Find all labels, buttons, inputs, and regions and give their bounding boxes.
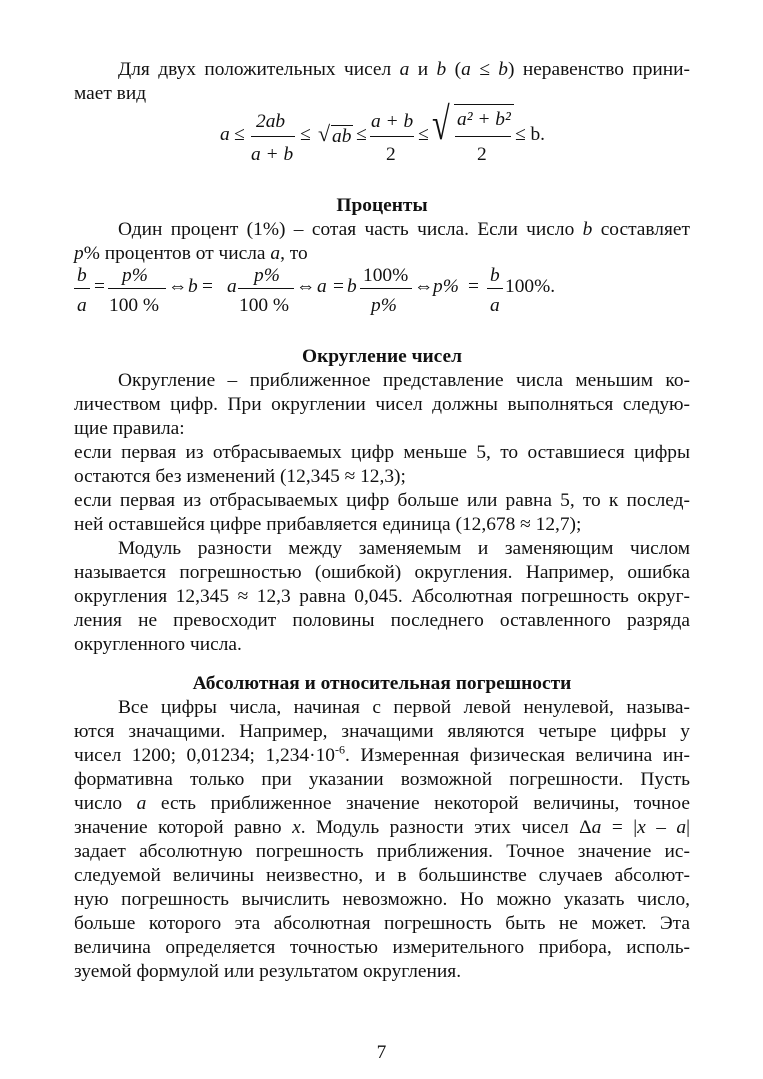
- section-heading-errors: Абсолютная и относительная погрешности: [192, 673, 572, 694]
- formula-le: ≤: [300, 124, 311, 145]
- section-heading-percent: Проценты: [336, 195, 428, 216]
- formula-le: ≤: [234, 124, 245, 145]
- paragraph-line: формативна только при указании возможной погрешности. Пусть: [74, 769, 690, 790]
- paragraph-line: остаются без изменений (12,345 ≈ 12,3);: [74, 466, 406, 487]
- formula-two: 2: [477, 144, 487, 165]
- formula-eq: =: [94, 276, 105, 297]
- formula-a2-plus-b2: a² + b²: [457, 109, 511, 130]
- page-number: 7: [376, 1042, 387, 1063]
- paragraph-line: следуемой величины неизвестно, и в большинстве случаев абсолют-: [74, 865, 690, 886]
- fraction-bar: [108, 288, 166, 289]
- formula-eq: =: [202, 276, 213, 297]
- formula-iff: ⇔: [296, 276, 316, 297]
- formula-eq: =: [468, 276, 479, 297]
- formula-b: b: [490, 265, 500, 286]
- formula-le: ≤: [418, 124, 429, 145]
- paragraph-line: ную погрешность вычислить невозможно. Но можно указать число,: [74, 889, 690, 910]
- paragraph-line: ются значащими. Например, значащими являются четыре цифры у: [74, 721, 690, 742]
- paragraph-line: ления не превосходит половины последнего оставленного разряда: [74, 610, 690, 631]
- paragraph-line: щие правила:: [74, 418, 185, 439]
- paragraph-line: округленного числа.: [74, 634, 242, 655]
- fraction-bar: [74, 288, 90, 289]
- formula-2ab: 2ab: [256, 111, 286, 132]
- paragraph-line: зуемой формулой или результатом округления.: [74, 961, 462, 982]
- paragraph-line: чисел 1200; 0,01234; $1,234\cdot 10^{-6}$. Измеренная физическая величина ин-: [74, 742, 690, 766]
- sqrt-icon: √: [432, 98, 450, 149]
- percent-line-1: Один процент (1%) – сотая часть числа. Если число b составляет: [118, 219, 690, 240]
- formula-iff: ⇔: [168, 276, 188, 297]
- paragraph-line: число a есть приближенное значение некоторой величины, точное: [74, 793, 690, 814]
- paragraph-line: если первая из отбрасываемых цифр меньше 5, то оставшиеся цифры: [74, 442, 690, 463]
- formula-iff: ⇔: [414, 276, 434, 297]
- paragraph-line: значение которой равно x. Модуль разности этих чисел Δa = |x – a|: [74, 817, 690, 838]
- formula-a: a: [227, 276, 237, 297]
- formula-p-percent: p%: [371, 295, 397, 316]
- formula-b: b: [77, 265, 87, 286]
- section-heading-rounding: Округление чисел: [301, 346, 463, 367]
- paragraph-line: Модуль разности между заменяемым и заменяющим числом: [118, 538, 690, 559]
- paragraph-line: задает абсолютную погрешность приближения. Точное значение ис-: [74, 841, 690, 862]
- paragraph-line: величина определяется точностью измерительного прибора, исполь-: [74, 937, 690, 958]
- paragraph-line: личеством цифр. При округлении чисел должны выполняться следую-: [74, 394, 690, 415]
- formula-a: a: [490, 295, 500, 316]
- formula-p-percent: p%: [433, 276, 459, 297]
- paragraph-line: Все цифры числа, начиная с первой левой ненулевой, называ-: [118, 697, 690, 718]
- paragraph-line: округления 12,345 ≈ 12,3 равна 0,045. Абсолютная погрешность округ-: [74, 586, 690, 607]
- formula-a-plus-b-num: a + b: [371, 111, 414, 132]
- paragraph-line: ней оставшейся цифре прибавляется единица (12,678 ≈ 12,7);: [74, 514, 582, 535]
- formula-a: a: [77, 295, 87, 316]
- formula-two: 2: [386, 144, 396, 165]
- intro-line-1: Для двух положительных чисел a и b (a ≤ b) неравенство прини-: [118, 59, 690, 80]
- paragraph-line: если первая из отбрасываемых цифр больше или равна 5, то к послед-: [74, 490, 690, 511]
- formula-b: b: [347, 276, 357, 297]
- formula-sqrt-ab: ab: [332, 126, 352, 147]
- formula-100-percent: 100 %: [239, 295, 290, 316]
- formula-a: a: [317, 276, 327, 297]
- paragraph-line: называется погрешностью (ошибкой) округления. Например, ошибка: [74, 562, 690, 583]
- paragraph-line: больше которого эта абсолютная погрешность быть не может. Эта: [74, 913, 690, 934]
- paragraph-line: Округление – приближенное представление числа меньшим ко-: [118, 370, 690, 391]
- formula-100-percent: 100 %: [109, 295, 160, 316]
- formula-le: ≤: [356, 124, 367, 145]
- formula-100-percent: 100%: [363, 265, 409, 286]
- formula-eq: =: [333, 276, 344, 297]
- formula-le-b: ≤ b.: [515, 124, 546, 145]
- fraction-bar: [238, 288, 294, 289]
- intro-line-2: мает вид: [74, 83, 147, 104]
- formula-p-percent: p%: [122, 265, 148, 286]
- fraction-bar: [487, 288, 503, 289]
- fraction-bar: [360, 288, 412, 289]
- formula-b: b: [188, 276, 198, 297]
- formula-a-plus-b-den: a + b: [251, 144, 294, 165]
- formula-100-percent-end: 100%.: [505, 276, 556, 297]
- formula-a: a: [220, 124, 230, 145]
- formula-p-percent: p%: [254, 265, 280, 286]
- formula-percent: [0, 0, 763, 330]
- sqrt-icon: √: [318, 121, 331, 146]
- percent-line-2: p% процентов от числа a, то: [74, 243, 308, 264]
